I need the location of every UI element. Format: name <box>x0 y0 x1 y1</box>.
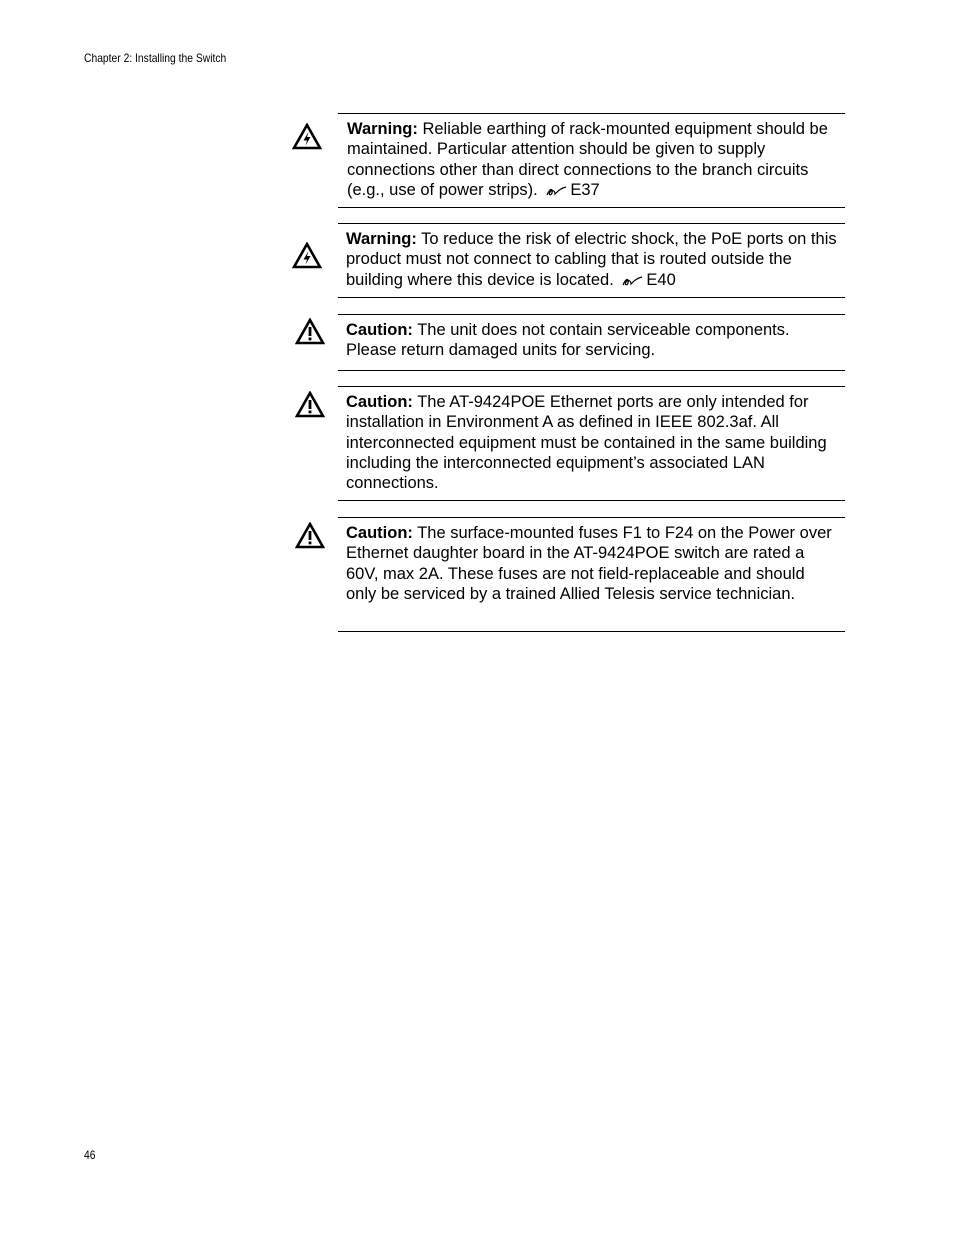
caution-icon <box>295 318 325 346</box>
notice-label: Warning: <box>346 230 417 248</box>
reference-mark-icon <box>622 272 644 292</box>
page-number: 46 <box>84 1148 96 1162</box>
notice-label: Caution: <box>346 321 413 339</box>
notice-text <box>347 119 839 202</box>
running-header: Chapter 2: Installing the Switch <box>84 51 227 65</box>
notice-text <box>346 523 838 604</box>
reference-mark-icon <box>546 182 568 202</box>
warning-notice <box>338 223 845 298</box>
notice-label: Warning: <box>347 120 418 138</box>
caution-icon <box>295 522 325 550</box>
notice-body: Reliable earthing of rack-mounted equipment should be maintained. Particular attention should be given to supply connections other than direct connections to the branch circuits (e.g., use of power strips). <box>347 120 828 199</box>
caution-notice <box>338 386 845 501</box>
notice-text <box>346 320 838 361</box>
reference-code: E37 <box>570 180 600 199</box>
electrical-hazard-icon <box>292 123 322 151</box>
notice-text <box>346 229 838 292</box>
notice-body: To reduce the risk of electric shock, the PoE ports on this product must not connect to cabling that is routed outside the building where this device is located. <box>346 230 837 289</box>
notice-body: The AT-9424POE Ethernet ports are only intended for installation in Environment A as defined in IEEE 802.3af. All interconnected equipment must be contained in the same building including the interconnected equipment’s associated LAN connections. <box>346 393 827 493</box>
notice-text <box>346 392 838 493</box>
notice-body: The unit does not contain serviceable components. Please return damaged units for servicing. <box>346 321 790 360</box>
notice-body: The surface-mounted fuses F1 to F24 on the Power over Ethernet daughter board in the AT-9424POE switch are rated a 60V, max 2A. These fuses are not field-replaceable and should only be serviced by a trained Allied Telesis service technician. <box>346 524 832 603</box>
caution-icon <box>295 391 325 419</box>
electrical-hazard-icon <box>292 242 322 270</box>
caution-notice <box>338 314 845 371</box>
notice-label: Caution: <box>346 524 413 542</box>
notice-label: Caution: <box>346 393 413 411</box>
caution-notice <box>338 517 845 632</box>
warning-notice <box>338 113 845 208</box>
reference-code: E40 <box>646 270 676 289</box>
